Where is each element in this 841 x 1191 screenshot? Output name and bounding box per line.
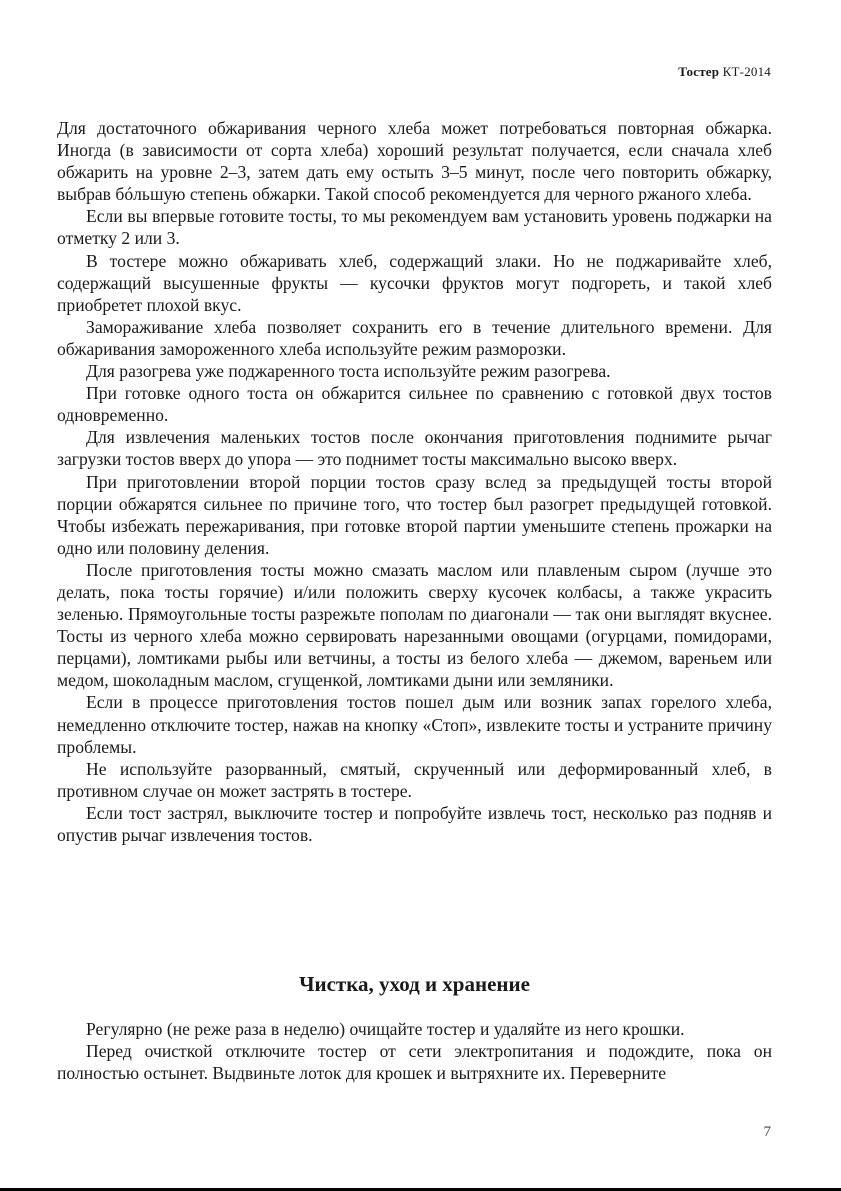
paragraph-12: Если тост застрял, выключите тостер и попробуйте извлечь тост, несколько раз подняв и опустив рычаг извлечения тостов. <box>57 802 772 845</box>
running-header <box>678 64 771 80</box>
page-number: 7 <box>763 1124 771 1140</box>
paragraph-2: Если вы впервые готовите тосты, то мы рекомендуем вам установить уровень поджарки на отметку 2 или 3. <box>57 206 772 249</box>
paragraph-10: Если в процессе приготовления тостов пошел дым или возник запах горелого хлеба, немедленно отключите тостер, нажав на кнопку «Стоп», извлеките тосты и устраните причину проблемы. <box>57 692 772 757</box>
header-model: КТ-2014 <box>722 64 771 79</box>
paragraph-11: Не используйте разорванный, смятый, скрученный или деформированный хлеб, в противном случае он может застрять в тостере. <box>57 758 772 801</box>
section-paragraph-2: Перед очисткой отключите тостер от сети электропитания и подождите, пока он полностью остынет. Выдвиньте лоток для крошек и вытряхните их. Переверните <box>57 1041 772 1084</box>
header-brand: Тостер <box>678 64 720 79</box>
paragraph-1: Для достаточного обжаривания черного хлеба может потребоваться повторная обжарка. Иногда (в зависимости от сорта хлеба) хороший результат получается, если сначала хлеб обжарить на уровне 2–3, затем дать ему остыть 3–5 минут, после чего повторить обжарку, выбрав бóльшую степень обжарки. Такой способ рекомендуется для черного ржаного хлеба. <box>57 118 772 205</box>
paragraph-3: В тостере можно обжаривать хлеб, содержащий злаки. Но не поджаривайте хлеб, содержащий высушенные фрукты — кусочки фруктов могут подгореть, и такой хлеб приобретет плохой вкус. <box>57 250 772 315</box>
paragraph-9: После приготовления тосты можно смазать маслом или плавленым сыром (лучше это делать, пока тосты горячие) и/или положить сверху кусочек колбасы, а также украсить зеленью. Прямоугольные тосты разрежьте пополам по диагонали — так они выглядят вкуснее. Тосты из черного хлеба можно сервировать нарезанными овощами (огурцами, помидорами, перцами), ломтиками рыбы или ветчины, а тосты из белого хлеба — джемом, вареньем или медом, шоколадным маслом, сгущенкой, ломтиками дыни или земляники. <box>57 559 772 691</box>
paragraph-6: При готовке одного тоста он обжарится сильнее по сравнению с готовкой двух тостов одновременно. <box>57 383 772 426</box>
section-heading: Чистка, уход и хранение <box>299 972 530 996</box>
paragraph-7: Для извлечения маленьких тостов после окончания приготовления поднимите рычаг загрузки тостов вверх до упора — это поднимет тосты максимально высоко вверх. <box>57 427 772 470</box>
paragraph-4: Замораживание хлеба позволяет сохранить его в течение длительного времени. Для обжаривания замороженного хлеба используйте режим разморозки. <box>57 316 772 359</box>
paragraph-5: Для разогрева уже поджаренного тоста используйте режим разогрева. <box>86 361 611 382</box>
main-text <box>57 117 772 846</box>
paragraph-8: При приготовлении второй порции тостов сразу вслед за предыдущей тосты второй порции обжарятся сильнее по причине того, что тостер был разогрет предыдущей готовкой. Чтобы избежать пережаривания, при готовке второй партии уменьшите степень прожарки на одно или половину деления. <box>57 471 772 558</box>
section-text <box>57 1018 772 1084</box>
section-paragraph-1: Регулярно (не реже раза в неделю) очищайте тостер и удаляйте из него крошки. <box>86 1019 685 1039</box>
